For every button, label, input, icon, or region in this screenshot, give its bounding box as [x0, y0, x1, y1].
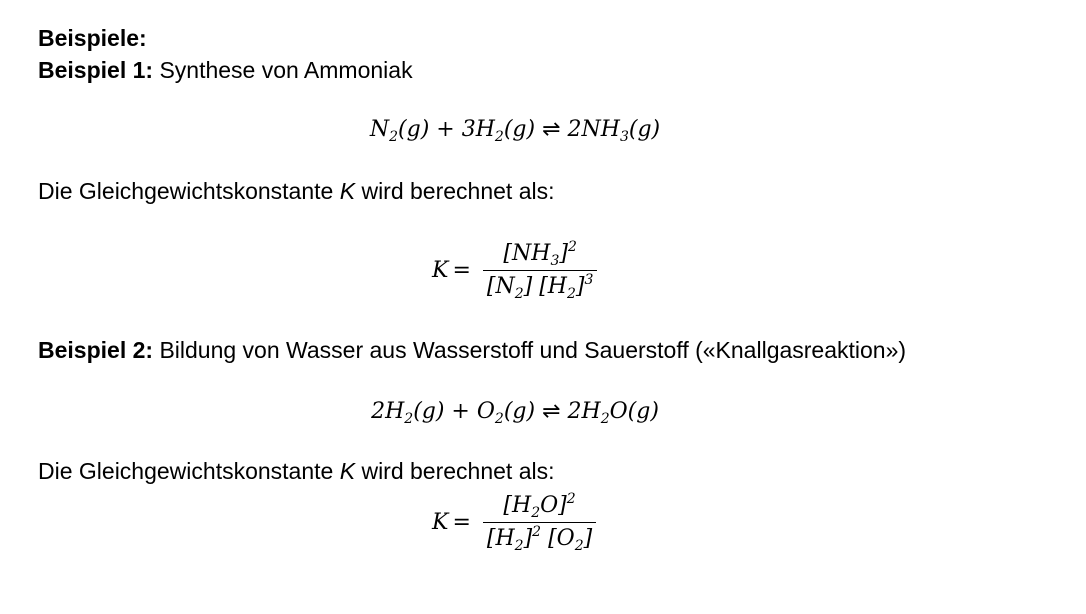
example2-title: Bildung von Wasser aus Wasserstoff und Sauerstoff («Knallgasreaktion»): [159, 337, 907, 363]
numerator: $[NH_3]^2$: [503, 239, 577, 269]
denominator: $[N_2]$ $[H_2]^3$: [483, 270, 598, 301]
eq-part: 2H: [567, 399, 601, 424]
heading: Beispiele:: [38, 25, 147, 51]
fraction: [483, 240, 598, 301]
eq-sub: 2: [494, 411, 504, 427]
equals-sign: =: [452, 258, 471, 283]
example1-label: Beispiel 1:: [38, 57, 154, 83]
k-lhs: K: [432, 258, 449, 283]
eq-part: (g): [503, 399, 536, 424]
eq-part: 2NH: [567, 117, 620, 142]
eq-part: N: [369, 117, 390, 142]
k-symbol: K: [339, 458, 356, 484]
example1-k-formula: [432, 240, 597, 301]
eq-part: (g) + 3H: [398, 117, 495, 142]
eq-sub: 2: [494, 129, 504, 145]
equilibrium-arrow-icon: ⇌: [542, 399, 561, 424]
k-text: wird berechnet als:: [355, 178, 555, 204]
example1-k-description: [38, 177, 555, 205]
fraction: [483, 492, 596, 553]
k-symbol: K: [339, 178, 356, 204]
eq-part: (g): [628, 117, 661, 142]
eq-sub: 3: [619, 129, 629, 145]
example1-title: Synthese von Ammoniak: [159, 57, 413, 83]
example2-k-description: [38, 457, 555, 485]
k-lhs: K: [432, 510, 449, 535]
example1-title-line: [38, 56, 413, 84]
k-text: Die Gleichgewichtskonstante: [38, 178, 340, 204]
example1-reaction-equation: [0, 116, 1030, 144]
equals-sign: =: [452, 510, 471, 535]
k-text: Die Gleichgewichtskonstante: [38, 458, 340, 484]
numerator: $[H_2O]^2$: [503, 491, 576, 521]
example2-reaction-equation: [0, 398, 1030, 426]
eq-sub: 2: [600, 411, 610, 427]
example2-title-line: [38, 336, 906, 364]
eq-part: (g): [503, 117, 536, 142]
example2-k-formula: [432, 492, 596, 553]
denominator: $[H_2]^2$ $[O_2]$: [483, 522, 596, 553]
k-text: wird berechnet als:: [355, 458, 555, 484]
eq-part: O(g): [609, 399, 659, 424]
eq-sub: 2: [389, 129, 399, 145]
eq-sub: 2: [404, 411, 414, 427]
equilibrium-arrow-icon: ⇌: [542, 117, 561, 142]
eq-part: 2H: [371, 399, 405, 424]
eq-part: (g) + O: [413, 399, 495, 424]
example2-label: Beispiel 2:: [38, 337, 154, 363]
